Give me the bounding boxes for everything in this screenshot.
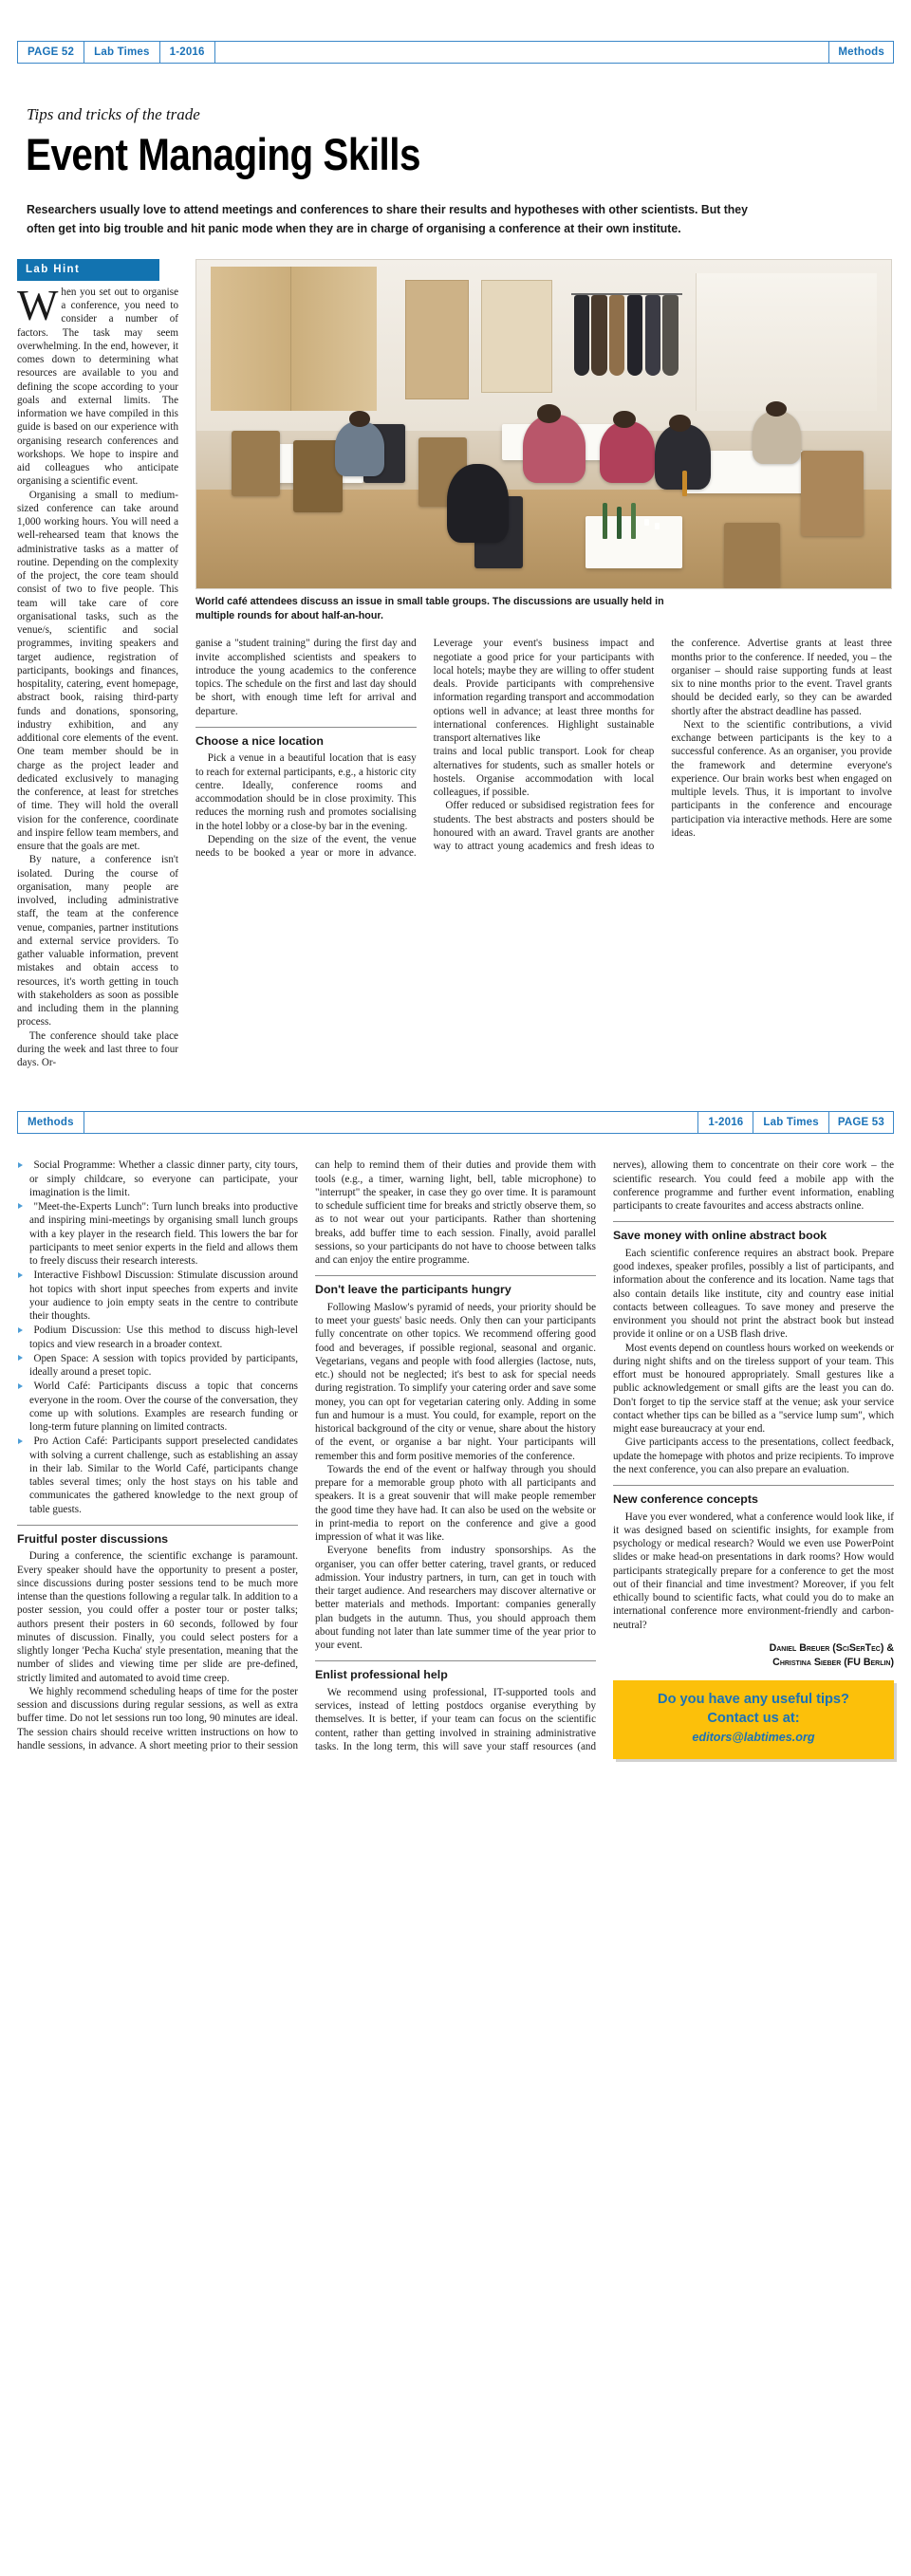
tipbox-question: Do you have any useful tips?: [658, 1692, 849, 1708]
triangle-bullet-icon: [18, 1438, 23, 1444]
body-paragraph: Everyone benefits from industry sponsorships. As the organiser, you can offer better catering, travel grants, or reduced admission. Your industry partners, in turn, can get in touch with their target audience. And researchers may discover alternative or better materials and methods. Important: companies generally plan budgets in the autumn. Thus, you should approach them about funding not later than late summer time of the year prior to your event.: [315, 1545, 596, 1652]
triangle-bullet-icon: [18, 1383, 23, 1389]
tipbox-email-link[interactable]: editors@labtimes.org: [692, 1730, 815, 1744]
body-paragraph: Organising a small to medium-sized conference can take around 1,000 working hours. You will need a well-rehearsed team that knows the administrative tasks as a matter of routine. Depending on the complexity of the project, the core team should consist of two to five people. This team will take care of core organisational tasks, such as the venue/s, scientific and social programmes, inviting speakers and target audience, registration of participants, bookings and finances, hospitality, catering, event homepage, abstract book, raising third-party funds and donations, sponsoring, industry exhibition, and any additional core elements of the event. One team member should be in charge as the project leader and dedicated exclusively to managing the conference, at least for stretches of time. They will hold the overall vision for the conference, coordinate and inspire fellow team members, and ensure that the goals are met.: [17, 489, 178, 853]
tipbox-contact-label: Contact us at:: [707, 1710, 800, 1726]
list-item: [17, 1352, 298, 1380]
byline-line-2: Christina Sieber (FU Berlin): [772, 1656, 894, 1668]
list-item-text: Social Programme: Whether a classic dinner party, city tours, or simply childcare, so everyone can participate, your imagination is the limit.: [29, 1159, 298, 1198]
runner-spacer: [84, 1112, 699, 1133]
list-item: [17, 1435, 298, 1516]
body-paragraph: By nature, a conference isn't isolated. During the course of organisation, many people are involved, including administrative staff, the team at the conference venue, companies, partner institutions and external service providers. To gather valuable information, prevent mistakes and obtain access to resources, it's worth getting in touch with stakeholders as soon as possible and including them in the planning process.: [17, 854, 178, 1029]
runner-section: Methods: [829, 42, 894, 63]
triangle-bullet-icon: [18, 1272, 23, 1278]
list-item-text: Open Space: A session with topics provided by participants, ideally around a preset topic.: [29, 1352, 298, 1379]
body-paragraph: Have you ever wondered, what a conference would look like, if it was designed based on scientific insights, for example from psychology or medical research? Would we even use PowerPoint slides or make head-on presentations in dark rooms? How would participants strategically prepare for a conference to get the most out of their financial and time investment? Moreover, if you felt ethically bound to scientific facts, what could you do to make an international conference more environment-friendly and carbon-neutral?: [613, 1510, 894, 1631]
body-paragraph: Depending on the size of the event, the venue needs to be booked a year or more in advance. Leverage your event's business impact and negotiate a good price for your participants with local hotels; maybe they are willing to offer student deals. Provide participants with comprehensive information regarding transport and accommodation options well in advance; at least three months for international conferences. Highlight sustainable transport alternatives like: [195, 638, 655, 860]
runner-page-number: PAGE 53: [829, 1112, 894, 1133]
running-head-page-53: [17, 1111, 894, 1134]
section-heading-participants-hungry: Don't leave the participants hungry: [315, 1275, 596, 1298]
list-item: [17, 1200, 298, 1268]
body-paragraph: Offer reduced or subsidised registration fees for students. The best abstracts and posters should be honoured with an award. Travel grants are another way to attract young academics and fresh ideas to the conference. Advertise grants at least three months prior to the conference. If needed, you – the organiser – should raise supporting funds at least six to nine months prior to the event. Travel grants should be decided early, so they can be awarded shortly after the abstract deadline has passed.: [433, 638, 892, 853]
byline: [613, 1641, 894, 1670]
column-left: [17, 259, 178, 1069]
section-heading-new-conference-concepts: New conference concepts: [613, 1485, 894, 1508]
section-heading-professional-help: Enlist professional help: [315, 1660, 596, 1683]
running-head-page-52: [17, 41, 894, 64]
body-paragraph: Pick a venue in a beautiful location that is easy to reach for external participants, e.g., a historic city centre. Ideally, conference rooms and accommodation should be in close proximity. This reduces the morning rush and promotes socialising in the hotel lobby or a close-by bar in the evening.: [195, 752, 417, 832]
photo-caption: World café attendees discuss an issue in small table groups. The discussions are usually held in multiple rounds for about half-an-hour.: [195, 596, 664, 622]
lab-hint-badge: Lab Hint: [17, 259, 159, 281]
body-paragraph: Next to the scientific contributions, a vivid exchange between participants is the key to a successful conference. As an organiser, you provide the framework and determine everyone's experience. Our brain works best when engaged on multiple levels. Thus, it is important to involve participants in the conference and encourage participation via interactive methods. Here are some ideas.: [671, 718, 892, 839]
body-paragraph: Each scientific conference requires an abstract book. Prepare good indexes, speaker profiles, possibly a list of participants, and information about the conference and its location. Name tags that also contain details like institute, city and country ease initial contacts between colleagues. To save money and preserve the environment you should not print the abstract book but instead provide it online or on a USB flash drive.: [613, 1247, 894, 1341]
body-paragraph: When you set out to organise a conference, you need to consider a number of factors. The task may seem overwhelming. In the end, however, it comes down to determining what resources are available to you and defining the scope according to your goals and external limits. The information we have compiled in this guide is based on our experience with organising research conferences and workshops. We hope to inspire and aid colleagues who anticipate organising a scientific event.: [17, 280, 178, 488]
list-item: [17, 1269, 298, 1323]
body-paragraph: The conference should take place during the week and last three to four days. Or-: [17, 1029, 178, 1069]
body-paragraph: During a conference, the scientific exchange is paramount. Every speaker should have the opportunity to present a poster, since discussions during poster sessions tend to be much more intense than the questions following a regular talk. In addition to a poster session, you could offer a poster tour or poster talks; authors present their posters in 60 seconds, followed by four minutes of discussion. Finally, you could select posters for a slightly longer 'Pecha Kucha' style presentation, meaning that the number of slides and viewing time per slide are pre-defined, strictly limited and automated to avoid time creep.: [17, 1550, 298, 1684]
list-item: [17, 1324, 298, 1351]
page-53-columns: [17, 1158, 894, 1759]
interactive-methods-list: [17, 1158, 298, 1516]
list-item-text: Pro Action Café: Participants support preselected candidates with solving a current challenge, such as establishing an assay in their lab. Similar to the World Café, participants change tables several times; only the host stays on his table and communicates the gathered knowledge to the next group of table guests.: [29, 1436, 298, 1515]
body-paragraph: trains and local public transport. Look for cheap alternatives for students, such as smaller hotels or hostels. Organise accommodation with local colleagues, if possible.: [433, 746, 655, 799]
triangle-bullet-icon: [18, 1162, 23, 1168]
runner-section: Methods: [17, 1112, 84, 1133]
list-item: [17, 1380, 298, 1434]
body-paragraph: ganise a "student training" during the first day and invite accomplished scientists and speakers to introduce the young academics to the conference topics. The schedule on the first and last day should be short, with enough time left for arrival and departure.: [195, 638, 417, 717]
list-item: [17, 1158, 298, 1199]
section-heading-choose-location: Choose a nice location: [195, 727, 417, 750]
section-heading-online-abstract-book: Save money with online abstract book: [613, 1221, 894, 1244]
runner-publication: Lab Times: [753, 1112, 828, 1133]
runner-page-number: PAGE 52: [17, 42, 84, 63]
list-item-text: Podium Discussion: Use this method to discuss high-level topics and view research in a broader context.: [29, 1325, 298, 1350]
runner-spacer: [215, 42, 830, 63]
body-paragraph: We recommend using professional, IT-supported tools and services, instead of letting postdocs organise everything by themselves. It is better, if your team can focus on the scientific content, rather than getting involved in straining administrative tasks. In the long term, this will save your staff resources (and nerves), allowing them to concentrate on their core work – the scientific research. You could feed a mobile app with the conference programme and further event information, enabling participants to create favourites and access abstracts online.: [315, 1159, 894, 1752]
world-cafe-conference-photo: [195, 259, 892, 589]
page-52: [0, 41, 911, 1069]
body-paragraph: Towards the end of the event or halfway through you should prepare for a memorable group photo with all participants and speakers. It is a great souvenir that will make people remember the good time they have had. It can also be used on the website or in print-media to report on the conference and give a good impression of what it was like.: [315, 1463, 596, 1544]
runner-publication: Lab Times: [84, 42, 159, 63]
article-kicker: Tips and tricks of the trade: [27, 105, 200, 123]
byline-line-1: Daniel Breuer (SciSerTec) &: [769, 1641, 894, 1654]
triangle-bullet-icon: [18, 1203, 23, 1209]
list-item-text: "Meet-the-Experts Lunch": Turn lunch breaks into productive and inspiring mini-meetings by organising small lunch groups with a key player in the research field. This lowers the bar for participants to meet senior experts in the field and allows them to freely discuss their research interests.: [29, 1201, 298, 1268]
section-heading-poster-discussions: Fruitful poster discussions: [17, 1525, 298, 1547]
body-paragraph: Give participants access to the presentations, collect feedback, update the homepage with photos and prize recipients. To improve the next conference, you can also prepare an evaluation.: [613, 1436, 894, 1475]
list-item-text: Interactive Fishbowl Discussion: Stimulate discussion around hot topics with short input speeches from experts and invite your audience to join empty seats in the centre to contribute their thoughts.: [29, 1269, 298, 1323]
runner-issue: 1-2016: [698, 1112, 753, 1133]
article-lower-columns: [195, 637, 892, 860]
body-paragraph: Following Maslow's pyramid of needs, your priority should be to meet your guests' basic needs. Only then can your participants fully concentrate on other topics. We recommend offering good food and beverages, if possible regional, seasonal and organic. Vegetarians, vegans and people with food allergies (lactose, nuts, etc.) should not be neglected; it's best to ask for special needs during registration. To simplify your catering order and save some money, you can opt for vegetarian catering only. Adding in some fun and humour is a must. You could, for example, report on the historical background of the city or venue, share about the history of the event, or organise a bar night. Your participants will remember this and form positive memories of the conference.: [315, 1301, 596, 1462]
page-53: [0, 1111, 911, 1759]
photo-figure: [195, 259, 892, 623]
article-top-region: [17, 259, 894, 1069]
triangle-bullet-icon: [18, 1355, 23, 1361]
triangle-bullet-icon: [18, 1327, 23, 1333]
body-paragraph: Most events depend on countless hours worked on weekends or during night shifts and on the tireless support of your team. This effort must be honoured appropriately. Small gestures like a public acknowledgement or small gifts are the least you can do. Don't forget to tip the service staff at the venue; ask your service contact whether tips can be billed as a "service lump sum", which might ease bureaucracy at your end.: [613, 1342, 894, 1436]
body-paragraph: We highly recommend scheduling heaps of time for the poster session and discussions during regular sessions, as well as extra buffer time. Do not let sessions run too long, 90 minutes are ideal. The session chairs should receive written instructions on how to handle sessions, in advance. A short meeting prior to their session can help to remind them of their duties and provide them with tools (e.g., a timer, warning light, bell, table microphone) to "interrupt" the speaker, in case they go over time. It is paramount to schedule sufficient time for breaks and strictly observe them, so as to not wear out your participants. Rather than shortening breaks, add buffer time to each session. Finally, avoid parallel sessions, so your participants do not have to choose between talks and can enjoy the entire programme.: [17, 1159, 596, 1751]
page-title: Event Managing Skills: [26, 129, 420, 179]
runner-issue: 1-2016: [160, 42, 215, 63]
contact-tip-box[interactable]: [613, 1680, 894, 1758]
article-standfirst: Researchers usually love to attend meetings and conferences to share their results and hypotheses with other scientists. But they often get into big trouble and hit panic mode when they are in charge of organising a conference at their own institute.: [27, 201, 748, 235]
list-item-text: World Café: Participants discuss a topic that concerns everyone in the room. Over the course of the conversation, they come up with solutions. Examples are research funding or long-term future planning on limited contracts.: [29, 1381, 298, 1434]
